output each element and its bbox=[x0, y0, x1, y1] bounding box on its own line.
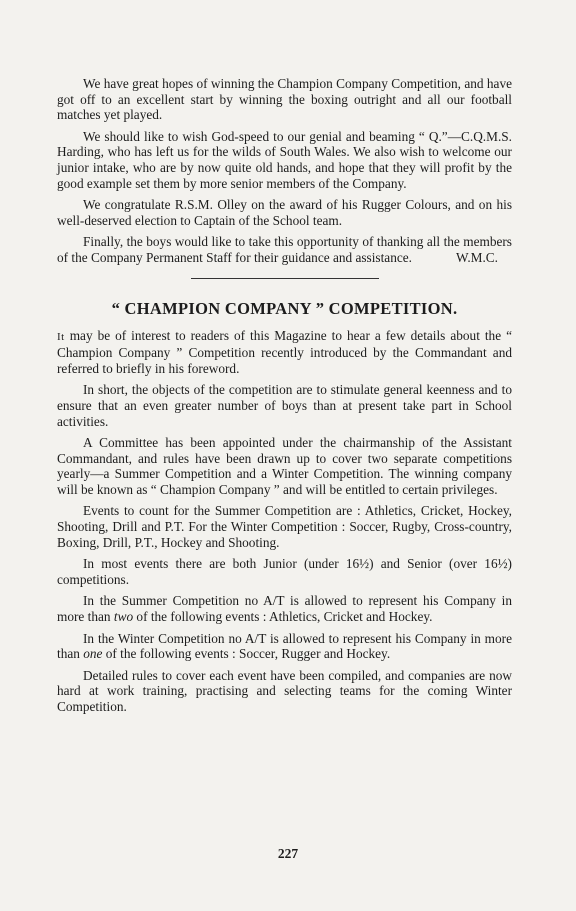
paragraph-objects: In short, the objects of the competition are to stimulate general keenness and to ensure that an even greater number of boys than at present take part in School activities. bbox=[57, 382, 512, 429]
winter-rule-after: of the following events : Soccer, Rugger and Hockey. bbox=[102, 646, 391, 662]
winter-rule-emphasis: one bbox=[83, 646, 103, 662]
summer-rule-before: In the Summer Competition no A/T is allowed to represent his Company in more than bbox=[57, 593, 512, 625]
paragraph-congratulate: We congratulate R.S.M. Olley on the award of his Rugger Colours, and on his well-deserved election to Captain of the School team. bbox=[57, 197, 512, 228]
paragraph-events: Events to count for the Summer Competition are : Athletics, Cricket, Hockey, Shooting, Drill and P.T. For the Winter Competition : Soccer, Rugby, Cross-country, Boxing, Drill, P.T., Hockey and Shooting. bbox=[57, 503, 512, 550]
paragraph-detailed-rules: Detailed rules to cover each event have been compiled, and companies are now hard at work training, practising and selecting teams for the coming Winter Competition. bbox=[57, 667, 512, 714]
paragraph-finally bbox=[57, 234, 512, 265]
paragraph-winter-rule bbox=[57, 631, 512, 662]
intro-initial: It bbox=[57, 330, 65, 343]
summer-rule-emphasis: two bbox=[113, 609, 134, 625]
paragraph-finally-text: Finally, the boys would like to take this opportunity of thanking all the members of the Company Permanent Staff for their guidance and assistance. bbox=[57, 234, 512, 265]
paragraph-intro bbox=[57, 328, 512, 377]
section-divider bbox=[191, 278, 379, 279]
paragraph-junior-senior: In most events there are both Junior (under 16½) and Senior (over 16½) competitions. bbox=[57, 556, 512, 587]
text-column bbox=[57, 76, 512, 721]
paragraph-summer-rule bbox=[57, 593, 512, 624]
paragraph-godspeed: We should like to wish God-speed to our genial and beaming “ Q.”—C.Q.M.S. Harding, who has left us for the wilds of South Wales. We also wish to welcome our junior intake, who are by now quite old hands, and hope that they will profit by the good example set them by more senior members of the Company. bbox=[57, 128, 512, 191]
page-number: 227 bbox=[277, 846, 299, 861]
section-heading: “ CHAMPION COMPANY ” COMPETITION. bbox=[111, 298, 458, 318]
paragraph-hopes: We have great hopes of winning the Champion Company Competition, and have got off to an excellent start by winning the boxing outright and all our football matches yet played. bbox=[57, 76, 512, 123]
summer-rule-after: of the following events : Athletics, Cricket and Hockey. bbox=[133, 609, 433, 625]
signature: W.M.C. bbox=[456, 249, 498, 265]
paragraph-committee: A Committee has been appointed under the chairmanship of the Assistant Commandant, and rules have been drawn up to cover two separate competitions yearly—a Summer Competition and a Winter Competition. The winning company will be known as “ Champion Company ” and will be entitled to certain privileges. bbox=[57, 435, 512, 497]
winter-rule-before: In the Winter Competition no A/T is allowed to represent his Company in more than bbox=[57, 630, 512, 662]
intro-text: may be of interest to readers of this Magazine to hear a few details about the “ Champion Company ” Competition recently introduced by the Commandant and referred to briefly in his foreword. bbox=[57, 327, 512, 376]
